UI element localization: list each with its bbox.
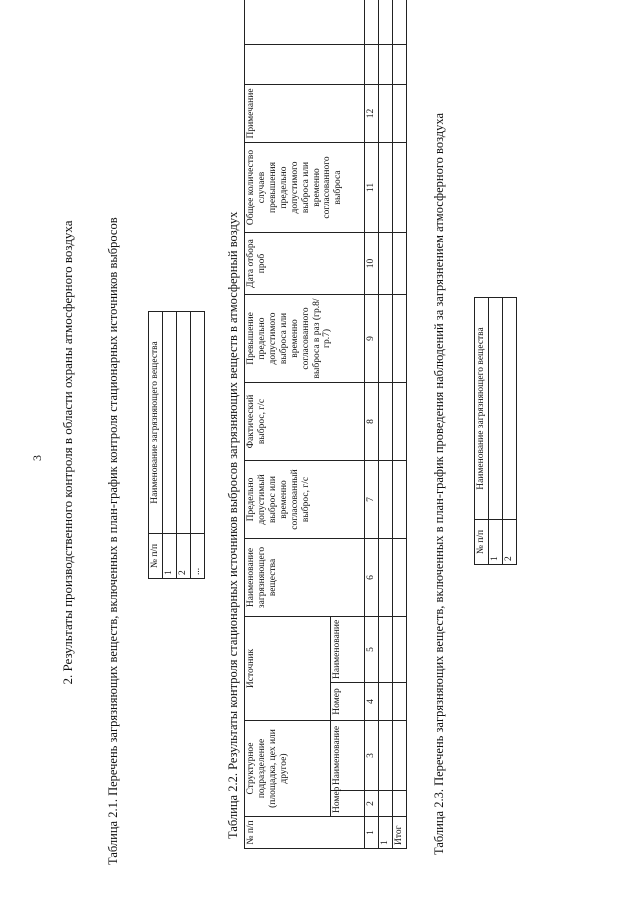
table-2-1: [148, 311, 205, 579]
table-row: [162, 312, 176, 579]
table-cell: [365, 44, 379, 84]
table-cell: 2: [176, 534, 190, 579]
header-date: Дата отбора проб: [245, 232, 365, 294]
table-cell: 8: [365, 382, 379, 460]
table-row: [176, 312, 190, 579]
table-2-3: [474, 297, 517, 565]
table-cell: [245, 44, 365, 84]
table-2-2-caption: Таблица 2.2. Результаты контроля стационарных источников выбросов загрязняющих веществ в атмосферный воздух: [226, 211, 240, 839]
table-row: [392, 0, 406, 849]
table-cell: [176, 312, 190, 534]
header-note: Примечание: [245, 84, 365, 142]
table-cell: 1: [162, 534, 176, 579]
table-cell: 4: [365, 683, 379, 721]
table-cell: [365, 0, 379, 44]
table-header-cell: № п/п: [149, 534, 163, 579]
table-cell: 1: [378, 817, 392, 849]
table-cell: 5: [365, 616, 379, 682]
header-substance: Наименование загрязняющего вещества: [245, 538, 365, 616]
header-struct-name: Наименование: [331, 721, 365, 791]
table-header-cell: Наименование загрязняющего вещества: [475, 298, 489, 520]
header-struct: Структурное подразделение (площадка, цех или другое): [245, 721, 331, 817]
table-cell: 10: [365, 232, 379, 294]
header-source-name: Наименование: [331, 616, 365, 682]
table-cell: [162, 312, 176, 534]
table-2-2: [244, 0, 407, 849]
header-source-num: Номер: [331, 683, 365, 721]
table-cell: 2: [502, 520, 516, 565]
table-2-1-caption: Таблица 2.1. Перечень загрязняющих веществ, включенных в план-график контроля стационарных источников выбросов: [106, 217, 120, 865]
table-cell: [245, 0, 365, 44]
table-header-cell: № п/п: [475, 520, 489, 565]
table-cell: [190, 312, 204, 534]
table-cell: 7: [365, 460, 379, 538]
table-row: [190, 312, 204, 579]
table-row: [502, 298, 516, 565]
header-excess: Превышение предельно допустимого выброса или временно согласованного выброса в раз (гр.8/гр.7): [245, 294, 365, 382]
page-number: 3: [30, 455, 44, 461]
header-limit: Предельно допустимый выброс или временно согласованный выброс, г/с: [245, 460, 365, 538]
table-cell: 1: [365, 817, 379, 849]
table-row: [488, 298, 502, 565]
table-cell: [488, 298, 502, 520]
table-row: [365, 0, 379, 849]
table-row: [378, 0, 392, 849]
table-2-3-caption: Таблица 2.3. Перечень загрязняющих веществ, включенных в план-график проведения наблюдений за загрязнением атмосферного воздуха: [432, 112, 446, 855]
header-num: № п/п: [245, 817, 365, 849]
table-cell: 2: [365, 791, 379, 817]
header-actual: Фактический выброс, г/с: [245, 382, 365, 460]
table-cell: 1: [488, 520, 502, 565]
table-cell: 9: [365, 294, 379, 382]
table-cell: [502, 298, 516, 520]
header-total: Общее количество случаев превышения предельно допустимого выброса или временно согласованного выброса: [245, 142, 365, 232]
table-cell: 11: [365, 142, 379, 232]
table-header-cell: Наименование загрязняющего вещества: [149, 312, 163, 534]
table-cell: 6: [365, 538, 379, 616]
header-source: Источник: [245, 616, 331, 720]
table-cell: 3: [365, 721, 379, 791]
table-cell: 12: [365, 84, 379, 142]
header-struct-num: Номер: [331, 791, 365, 817]
table-cell: Итог: [392, 817, 406, 849]
section-title: 2. Результаты производственного контроля в области охраны атмосферного воздуха: [60, 220, 75, 685]
table-cell: ...: [190, 534, 204, 579]
